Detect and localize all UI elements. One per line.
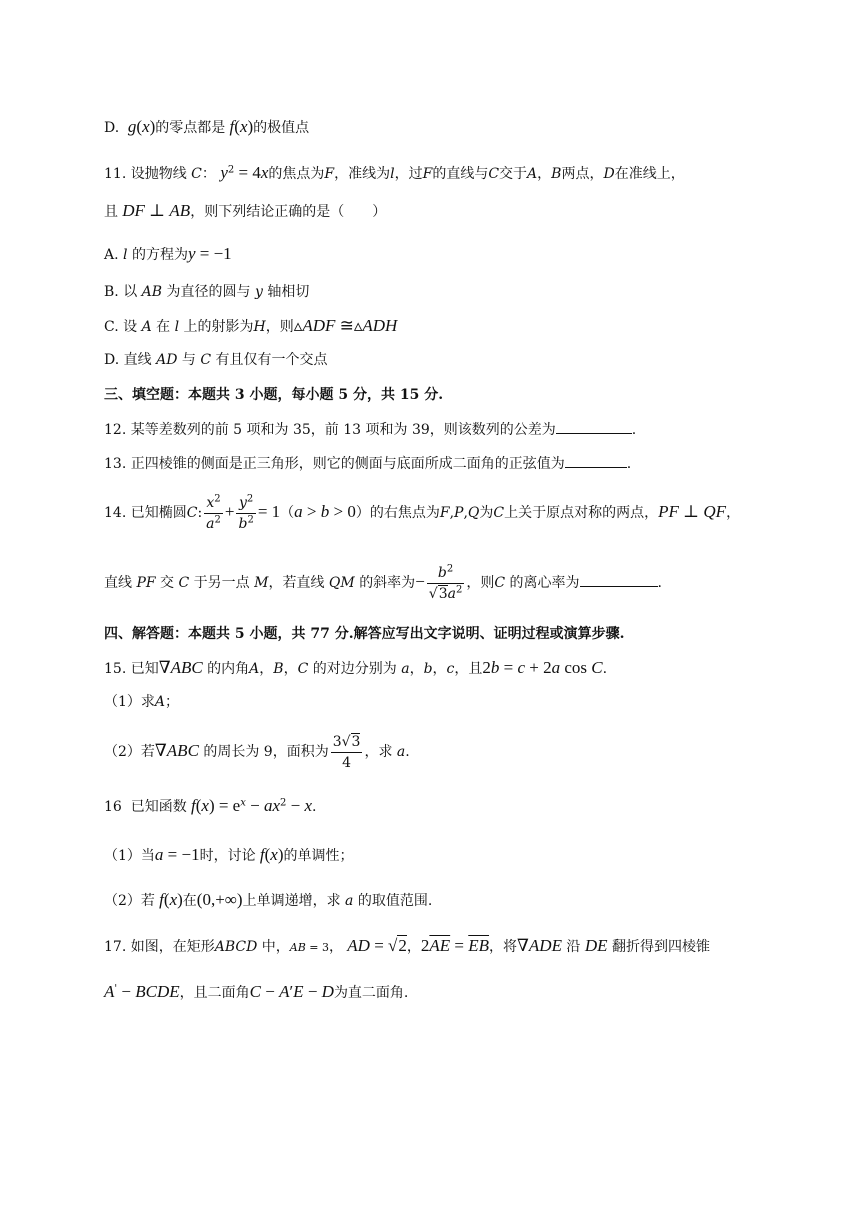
q11-option-b: B. 以 AB 为直径的圆与 y 轴相切 [104,284,310,300]
q15-part2: （2）若∇ABC 的周长为 9，面积为 $\frac{3√3}{4}$ ，求 a. [104,733,410,771]
q11-option-d: D. 直线 AD 与 C 有且仅有一个交点 [104,352,328,368]
q17-stem-line2: A' − BCDE，且二面角C − A′E − D为直二面角. [104,982,409,1001]
q17-stem-line1: 17. 如图，在矩形ABCD 中，AB = 3， AD = √2，$2\overline{AE} = \overline{EB}$，将∇ADE 沿 DE 翻折得到四棱锥 [104,936,710,955]
q11-option-c: C. 设 A 在 l 上的射影为H，则▵ADF ≅▵ADH [104,316,398,335]
q13-answer-blank [565,453,627,468]
q13: 13. 正四棱锥的侧面是正三角形，则它的侧面与底面所成二面角的正弦值为 . [104,453,631,474]
q16-part1: （1）当a = −1时，讨论 f(x)的单调性； [104,845,354,864]
q10-option-d: D. g(x)的零点都是 f(x)的极值点 [104,117,310,136]
q12-answer-blank [556,419,632,434]
q16-part2: （2）若 f(x)在(0,+∞)上单调递增，求 a 的取值范围. [104,890,433,909]
q14-line1: 14. 已知椭圆C: $\frac{x^2}{a^2}$ + $\frac{y^2}{b^2}$ = 1（a > b > 0）的右焦点为F,P,Q为C上关于原点对称的两点，PF ⊥ QF， [104,492,741,532]
q16-stem: 16 已知函数 $f(x) = e^x - ax^2 - x$. [104,796,317,815]
q11-option-a: A. l 的方程为y = −1 [104,244,232,263]
q15-part1: （1）求A； [104,694,180,710]
section-4-title: 四、解答题：本题共 5 小题，共 77 分.解答应写出文字说明、证明过程或演算步骤. [104,626,625,642]
q15-stem: 15. 已知∇ABC 的内角A，B，C 的对边分别为 a，b，c，且2b = c + 2a cos C. [104,658,608,677]
q14-answer-blank [580,572,658,587]
q12: 12. 某等差数列的前 5 项和为 35，前 13 项和为 39，则该数列的公差为 . [104,419,636,440]
section-3-title: 三、填空题：本题共 3 小题，每小题 5 分，共 15 分. [104,387,444,403]
q11-stem-line2: 且 DF ⊥ AB，则下列结论正确的是（ ） [104,201,387,220]
q11-stem-line1: 11. 设抛物线 C： $y^2 = 4x$的焦点为F，准线为l，过F的直线与C交于A，B两点，D在准线上， [104,163,685,182]
q14-line2: 直线 PF 交 C 于另一点 M，若直线 QM 的斜率为− $\frac{b^2}{√3a^2}$ ，则C 的离心率为 . [104,562,662,602]
